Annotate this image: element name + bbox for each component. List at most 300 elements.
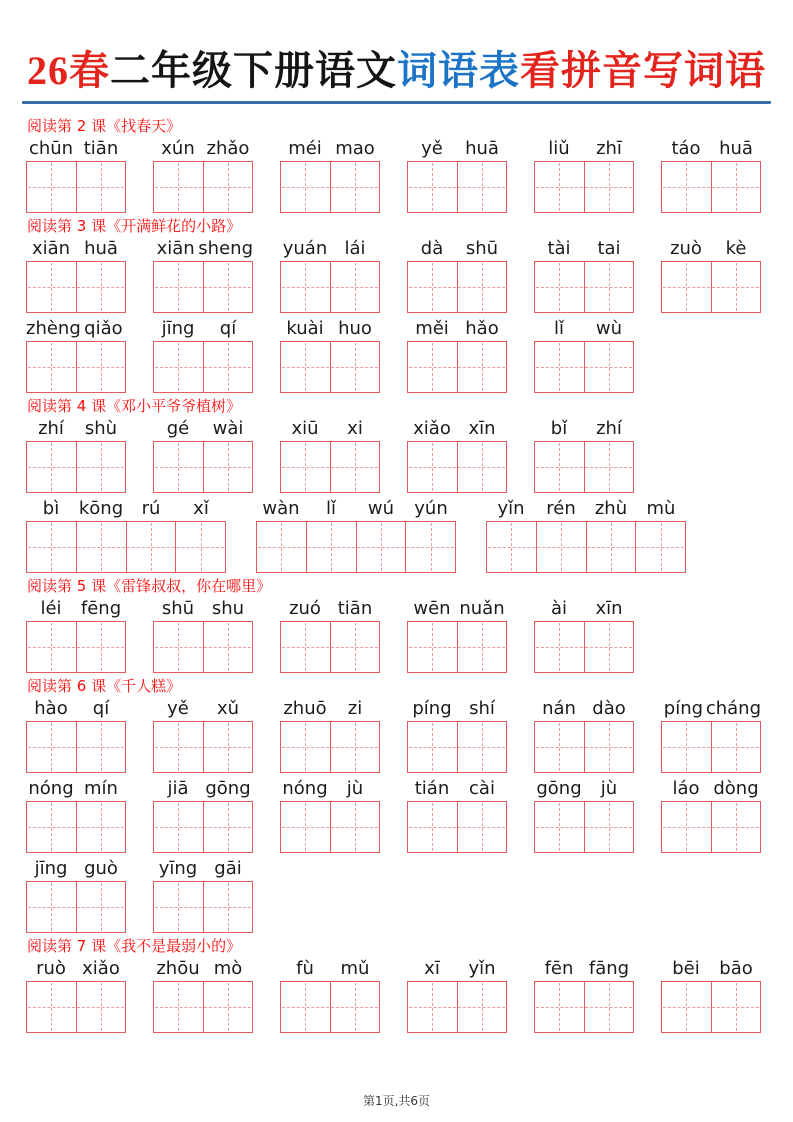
writing-grid-cell (408, 162, 458, 212)
writing-grid-box (407, 161, 507, 213)
writing-grid-cell (154, 162, 204, 212)
writing-grid-box (153, 981, 253, 1033)
word-block (26, 958, 126, 1033)
pinyin-syllable: huā (719, 138, 753, 159)
writing-grid-cell (537, 522, 587, 572)
section-header-lesson-6: 阅读第 6 课《千人糕》 (27, 677, 182, 695)
writing-grid-cell (27, 882, 77, 932)
pinyin-label (407, 418, 507, 439)
writing-grid-cell (408, 802, 458, 852)
pinyin-label (534, 958, 634, 979)
pinyin-label (280, 418, 380, 439)
writing-grid-cell (204, 802, 253, 852)
pinyin-syllable: tài (547, 238, 571, 259)
pinyin-label (153, 138, 253, 159)
writing-grid-box (26, 261, 126, 313)
writing-grid-cell (77, 722, 126, 772)
pinyin-syllable: zhù (594, 498, 628, 519)
pinyin-syllable: yě (167, 698, 189, 719)
writing-grid-cell (458, 982, 507, 1032)
pinyin-syllable: kuài (286, 318, 324, 339)
pinyin-label (26, 138, 126, 159)
pinyin-syllable: qiǎo (84, 318, 123, 339)
writing-grid-box (534, 981, 634, 1033)
pinyin-label (534, 598, 634, 619)
pinyin-label (534, 138, 634, 159)
writing-grid-cell (281, 622, 331, 672)
pinyin-syllable: rén (546, 498, 576, 519)
pinyin-syllable: chūn (28, 138, 74, 159)
pinyin-label (534, 318, 634, 339)
pinyin-label (26, 958, 126, 979)
writing-grid-cell (408, 982, 458, 1032)
word-block (534, 318, 634, 393)
writing-grid-box (407, 721, 507, 773)
pinyin-syllable: zuó (289, 598, 321, 619)
writing-grid-cell (585, 982, 634, 1032)
pinyin-label (153, 238, 253, 259)
pinyin-label (26, 778, 126, 799)
pinyin-syllable: shù (84, 418, 118, 439)
pinyin-syllable: dào (592, 698, 626, 719)
pinyin-label (153, 598, 253, 619)
pinyin-syllable: dòng (713, 778, 759, 799)
writing-grid-cell (204, 882, 253, 932)
word-row (26, 598, 767, 673)
pinyin-syllable: nán (542, 698, 576, 719)
writing-grid-cell (281, 802, 331, 852)
writing-grid-cell (281, 982, 331, 1032)
word-block (661, 238, 761, 313)
pinyin-syllable: bēi (672, 958, 700, 979)
word-block (661, 138, 761, 213)
writing-grid-box (534, 261, 634, 313)
writing-grid-box (407, 341, 507, 393)
pinyin-label (661, 138, 761, 159)
writing-grid-cell (406, 522, 455, 572)
pinyin-syllable: mín (84, 778, 118, 799)
pinyin-label (153, 958, 253, 979)
writing-grid-box (486, 521, 686, 573)
pinyin-syllable: nóng (282, 778, 328, 799)
pinyin-label (26, 858, 126, 879)
pinyin-syllable: táo (671, 138, 701, 159)
word-block (661, 698, 761, 773)
word-block (153, 138, 253, 213)
writing-grid-box (534, 621, 634, 673)
writing-grid-box (26, 721, 126, 773)
pinyin-syllable: cháng (705, 698, 761, 719)
word-row (26, 418, 767, 493)
writing-grid-cell (535, 162, 585, 212)
pinyin-syllable: shí (469, 698, 495, 719)
pinyin-syllable: jīng (34, 858, 68, 879)
writing-grid-cell (27, 982, 77, 1032)
writing-grid-box (280, 161, 380, 213)
writing-grid-cell (281, 442, 331, 492)
pinyin-syllable: huā (84, 238, 118, 259)
pinyin-label (661, 698, 761, 719)
word-row (26, 858, 767, 933)
writing-grid-box (280, 721, 380, 773)
writing-grid-cell (331, 442, 380, 492)
writing-grid-cell (712, 802, 761, 852)
pinyin-syllable: shū (465, 238, 499, 259)
writing-grid-box (26, 161, 126, 213)
pinyin-syllable: tiān (337, 598, 373, 619)
writing-grid-cell (77, 802, 126, 852)
writing-grid-cell (257, 522, 307, 572)
writing-grid-box (280, 621, 380, 673)
pinyin-syllable: léi (40, 598, 62, 619)
pinyin-syllable: yún (414, 498, 448, 519)
pinyin-syllable: mù (646, 498, 676, 519)
pinyin-label (153, 318, 253, 339)
pinyin-syllable: rú (141, 498, 161, 519)
word-row (26, 318, 767, 393)
word-block (534, 598, 634, 673)
writing-grid-box (280, 981, 380, 1033)
pinyin-syllable: xiān (156, 238, 195, 259)
word-block (26, 418, 126, 493)
section-header-lesson-5: 阅读第 5 课《雷锋叔叔，你在哪里》 (27, 577, 272, 595)
pinyin-label (661, 238, 761, 259)
writing-grid-cell (712, 162, 761, 212)
writing-grid-cell (176, 522, 225, 572)
writing-grid-cell (154, 442, 204, 492)
writing-grid-cell (154, 342, 204, 392)
word-block (153, 418, 253, 493)
pinyin-syllable: kè (725, 238, 747, 259)
word-block (407, 238, 507, 313)
word-block (26, 498, 226, 573)
writing-grid-cell (154, 262, 204, 312)
pinyin-label (280, 598, 380, 619)
writing-grid-cell (535, 802, 585, 852)
writing-grid-cell (487, 522, 537, 572)
word-block (26, 138, 126, 213)
pinyin-label (153, 698, 253, 719)
pinyin-label (407, 238, 507, 259)
pinyin-label (534, 698, 634, 719)
writing-grid-box (407, 261, 507, 313)
pinyin-syllable: nóng (28, 778, 74, 799)
word-block (280, 698, 380, 773)
writing-grid-box (534, 341, 634, 393)
pinyin-syllable: zi (347, 698, 363, 719)
writing-grid-cell (307, 522, 357, 572)
pinyin-syllable: gōng (536, 778, 582, 799)
writing-grid-cell (458, 802, 507, 852)
writing-grid-cell (585, 802, 634, 852)
writing-grid-cell (27, 262, 77, 312)
writing-grid-box (153, 621, 253, 673)
word-block (153, 958, 253, 1033)
pinyin-syllable: píng (663, 698, 704, 719)
pinyin-syllable: xī (424, 958, 440, 979)
writing-grid-box (407, 441, 507, 493)
writing-grid-box (153, 441, 253, 493)
pinyin-syllable: xiǎo (82, 958, 120, 979)
writing-grid-cell (458, 722, 507, 772)
section-header-lesson-3: 阅读第 3 课《开满鲜花的小路》 (27, 217, 242, 235)
pinyin-syllable: sheng (198, 238, 253, 259)
pinyin-label (661, 778, 761, 799)
writing-grid-cell (281, 722, 331, 772)
writing-grid-box (280, 341, 380, 393)
pinyin-syllable: fù (296, 958, 314, 979)
pinyin-syllable: tián (414, 778, 450, 799)
writing-grid-cell (585, 162, 634, 212)
writing-grid-cell (27, 522, 77, 572)
pinyin-syllable: yīng (158, 858, 198, 879)
writing-grid-box (26, 981, 126, 1033)
pinyin-syllable: mǔ (340, 958, 370, 979)
pinyin-syllable: xīn (595, 598, 623, 619)
pinyin-label (280, 318, 380, 339)
word-block (534, 778, 634, 853)
writing-grid-box (153, 261, 253, 313)
section-header-lesson-7: 阅读第 7 课《我不是最弱小的》 (27, 937, 242, 955)
pinyin-syllable: qí (92, 698, 110, 719)
writing-grid-box (661, 981, 761, 1033)
word-block (407, 778, 507, 853)
writing-grid-box (280, 441, 380, 493)
word-block (26, 858, 126, 933)
pinyin-syllable: mò (213, 958, 243, 979)
writing-grid-cell (535, 442, 585, 492)
pinyin-syllable: dà (420, 238, 444, 259)
writing-grid-cell (408, 622, 458, 672)
writing-grid-cell (154, 622, 204, 672)
word-block (280, 598, 380, 673)
writing-grid-cell (331, 622, 380, 672)
pinyin-syllable: xún (161, 138, 195, 159)
writing-grid-cell (458, 442, 507, 492)
title-part-grade: 二年级下册语文 (110, 48, 397, 93)
writing-grid-cell (77, 522, 127, 572)
word-block (26, 778, 126, 853)
word-row (26, 698, 767, 773)
writing-grid-cell (154, 882, 204, 932)
writing-grid-box (407, 981, 507, 1033)
word-block (26, 698, 126, 773)
pinyin-syllable: píng (412, 698, 452, 719)
word-block (26, 318, 126, 393)
writing-grid-cell (535, 982, 585, 1032)
word-block (661, 958, 761, 1033)
pinyin-syllable: kōng (78, 498, 124, 519)
writing-grid-box (153, 801, 253, 853)
writing-grid-box (153, 881, 253, 933)
word-block (407, 698, 507, 773)
pinyin-label (407, 958, 507, 979)
writing-grid-cell (535, 722, 585, 772)
pinyin-label (407, 778, 507, 799)
writing-grid-cell (408, 722, 458, 772)
writing-grid-cell (331, 982, 380, 1032)
writing-grid-cell (357, 522, 407, 572)
writing-grid-cell (408, 442, 458, 492)
word-row (26, 958, 767, 1033)
writing-grid-cell (27, 342, 77, 392)
pinyin-label (280, 778, 380, 799)
pinyin-label (280, 238, 380, 259)
pinyin-label (26, 498, 226, 519)
section-header-lesson-4: 阅读第 4 课《邓小平爷爷植树》 (27, 397, 242, 415)
word-row (26, 498, 767, 573)
writing-grid-cell (331, 722, 380, 772)
pinyin-syllable: lǐ (553, 318, 564, 339)
word-block (534, 418, 634, 493)
title-part-wordlist: 词语表 (397, 48, 520, 93)
page-title (0, 46, 793, 96)
writing-grid-cell (331, 262, 380, 312)
pinyin-syllable: zhī (596, 138, 622, 159)
pinyin-syllable: jiā (167, 778, 189, 799)
pinyin-label (26, 598, 126, 619)
pinyin-syllable: wài (212, 418, 244, 439)
word-block (153, 318, 253, 393)
writing-grid-cell (662, 722, 712, 772)
word-row (26, 778, 767, 853)
pinyin-label (407, 138, 507, 159)
page-footer: 第1页,共6页 (362, 1094, 431, 1108)
pinyin-syllable: xǔ (216, 698, 240, 719)
pinyin-syllable: xiǎo (413, 418, 451, 439)
pinyin-syllable: hǎo (465, 318, 499, 339)
pinyin-syllable: xi (347, 418, 363, 439)
writing-grid-cell (585, 262, 634, 312)
word-block (407, 138, 507, 213)
writing-grid-cell (535, 622, 585, 672)
pinyin-syllable: huo (338, 318, 372, 339)
word-block (153, 698, 253, 773)
pinyin-label (534, 418, 634, 439)
writing-grid-box (534, 161, 634, 213)
worksheet-body (0, 118, 793, 1033)
writing-grid-box (661, 721, 761, 773)
writing-grid-cell (662, 262, 712, 312)
pinyin-syllable: zuò (670, 238, 702, 259)
pinyin-syllable: lái (344, 238, 366, 259)
pinyin-label (661, 958, 761, 979)
pinyin-syllable: zhuō (283, 698, 327, 719)
pinyin-syllable: ruò (36, 958, 66, 979)
section-header-lesson-2: 阅读第 2 课《找春天》 (27, 117, 182, 135)
writing-grid-cell (585, 722, 634, 772)
pinyin-label (26, 238, 126, 259)
pinyin-syllable: xǐ (193, 498, 209, 519)
writing-grid-box (26, 441, 126, 493)
pinyin-syllable: wēn (413, 598, 451, 619)
pinyin-syllable: bāo (719, 958, 753, 979)
pinyin-syllable: měi (415, 318, 449, 339)
writing-grid-cell (535, 262, 585, 312)
writing-grid-cell (585, 342, 634, 392)
word-block (280, 318, 380, 393)
word-block (661, 778, 761, 853)
pinyin-syllable: huā (465, 138, 499, 159)
writing-grid-cell (712, 982, 761, 1032)
pinyin-syllable: bì (42, 498, 60, 519)
word-block (534, 138, 634, 213)
writing-grid-box (407, 621, 507, 673)
pinyin-syllable: hào (34, 698, 68, 719)
pinyin-syllable: jù (346, 778, 364, 799)
writing-grid-cell (127, 522, 177, 572)
word-block (26, 598, 126, 673)
writing-grid-cell (204, 622, 253, 672)
writing-grid-cell (331, 162, 380, 212)
pinyin-label (534, 238, 634, 259)
writing-grid-cell (636, 522, 685, 572)
writing-grid-box (153, 161, 253, 213)
pinyin-syllable: zhōu (156, 958, 200, 979)
writing-grid-cell (77, 342, 126, 392)
pinyin-syllable: zhèng (26, 318, 81, 339)
writing-grid-box (153, 341, 253, 393)
word-block (153, 238, 253, 313)
writing-grid-box (407, 801, 507, 853)
word-row (26, 138, 767, 213)
word-row (26, 238, 767, 313)
writing-grid-box (534, 801, 634, 853)
pinyin-syllable: zhǎo (206, 138, 250, 159)
writing-grid-cell (458, 342, 507, 392)
writing-grid-cell (77, 982, 126, 1032)
writing-grid-cell (458, 622, 507, 672)
writing-grid-cell (712, 722, 761, 772)
writing-grid-box (256, 521, 456, 573)
word-block (280, 238, 380, 313)
pinyin-syllable: xiān (31, 238, 71, 259)
writing-grid-box (26, 881, 126, 933)
pinyin-syllable: ài (550, 598, 568, 619)
writing-grid-cell (204, 982, 253, 1032)
pinyin-syllable: láo (672, 778, 700, 799)
pinyin-syllable: lǐ (325, 498, 336, 519)
writing-grid-cell (154, 982, 204, 1032)
writing-grid-cell (27, 162, 77, 212)
pinyin-syllable: fēn (544, 958, 574, 979)
writing-grid-cell (281, 262, 331, 312)
pinyin-syllable: guò (84, 858, 118, 879)
pinyin-syllable: zhí (38, 418, 64, 439)
pinyin-syllable: wù (595, 318, 623, 339)
pinyin-syllable: wàn (262, 498, 300, 519)
pinyin-label (534, 778, 634, 799)
pinyin-syllable: cài (469, 778, 495, 799)
word-block (153, 598, 253, 673)
writing-grid-cell (662, 162, 712, 212)
writing-grid-box (26, 521, 226, 573)
writing-grid-cell (27, 802, 77, 852)
writing-grid-box (661, 161, 761, 213)
writing-grid-cell (662, 982, 712, 1032)
pinyin-label (486, 498, 686, 519)
writing-grid-cell (77, 882, 126, 932)
writing-grid-cell (662, 802, 712, 852)
writing-grid-cell (154, 722, 204, 772)
pinyin-label (153, 778, 253, 799)
pinyin-syllable: tai (597, 238, 621, 259)
word-block (280, 418, 380, 493)
word-block (153, 858, 253, 933)
pinyin-label (153, 858, 253, 879)
pinyin-syllable: gōng (205, 778, 251, 799)
writing-grid-box (534, 441, 634, 493)
